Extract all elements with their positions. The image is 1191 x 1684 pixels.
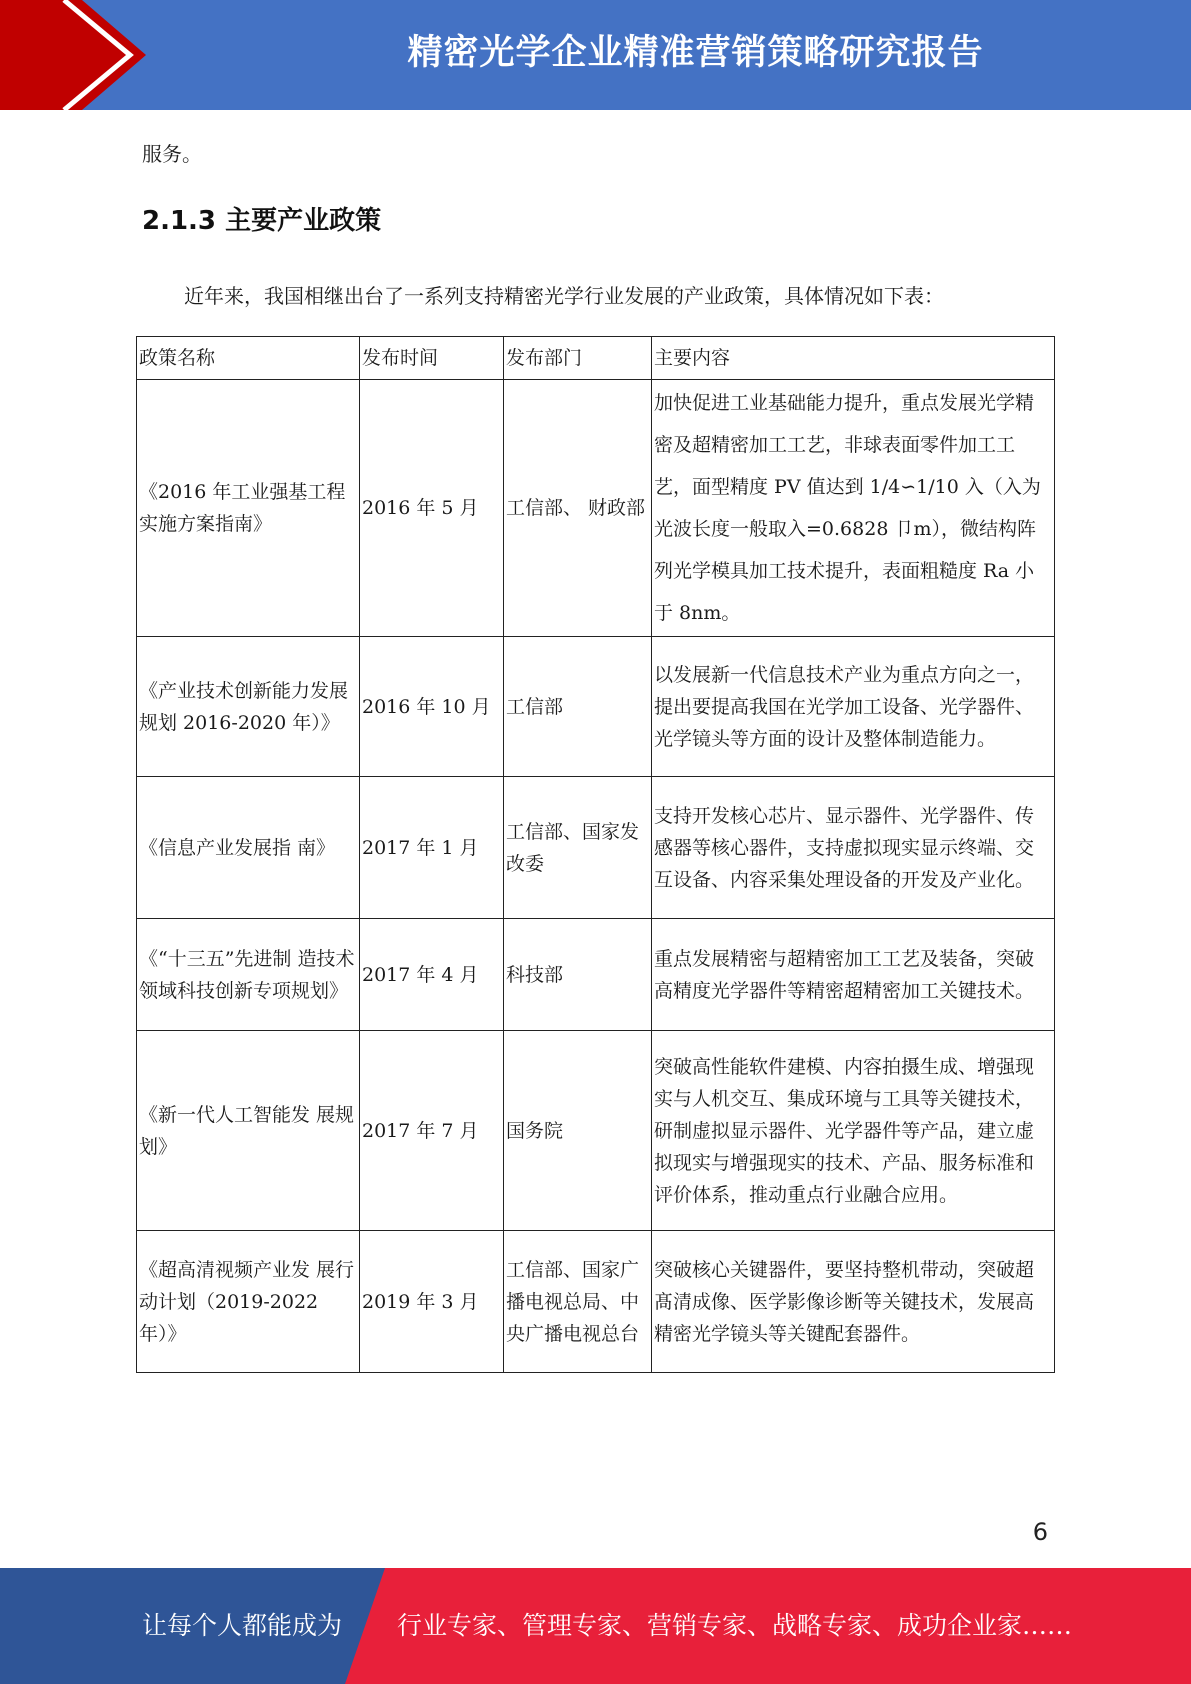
footer-slogan-right: 行业专家、管理专家、营销专家、战略专家、成功企业家…… — [397, 1611, 1073, 1640]
content-cell: 突破核心关键器件，要坚持整机带动，突破超髙清成像、医学影像诊断等关键技术，发展高精密光学镜头等关键配套器件。 — [652, 1231, 1055, 1373]
content-cell: 加快促进工业基础能力提升，重点发展光学精密及超精密加工工艺，非球表面零件加工工艺，面型精度 PV 值达到 1/4∽1/10 入（入为光波长度一般取入=0.6828 卩m），微结构阵列光学模具加工技术提升，表面粗糙度 Ra 小于 8nm。 — [652, 380, 1055, 637]
content-cell: 以发展新一代信息技术产业为重点方向之一，提出要提高我国在光学加工设备、光学器件、光学镜头等方面的设计及整体制造能力。 — [652, 637, 1055, 777]
release-date-cell: 2019 年 3 月 — [360, 1231, 504, 1373]
department-cell: 工信部 — [504, 637, 652, 777]
column-header: 政策名称 — [137, 337, 360, 380]
policy-name-cell: 《超高清视频产业发 展行动计划（2019-2022 年）》 — [137, 1231, 360, 1373]
policy-name-cell: 《信息产业发展指 南》 — [137, 777, 360, 919]
content-cell: 支持开发核心芯片、显示器件、光学器件、传感器等核心器件，支持虚拟现实显示终端、交互设备、内容采集处理设备的开发及产业化。 — [652, 777, 1055, 919]
table-row — [137, 380, 1055, 637]
column-header: 发布时间 — [360, 337, 504, 380]
policy-table — [136, 336, 1055, 1373]
department-cell: 工信部、国家发改委 — [504, 777, 652, 919]
policy-name-cell: 《“十三五”先进制 造技术领域科技创新专项规划》 — [137, 919, 360, 1031]
table-header-row — [137, 337, 1055, 380]
release-date-cell: 2017 年 4 月 — [360, 919, 504, 1031]
table-row — [137, 637, 1055, 777]
release-date-cell: 2017 年 7 月 — [360, 1031, 504, 1231]
content-cell: 重点发展精密与超精密加工工艺及装备，突破高精度光学器件等精密超精密加工关键技术。 — [652, 919, 1055, 1031]
policy-name-cell: 《新一代人工智能发 展规划》 — [137, 1031, 360, 1231]
column-header: 发布部门 — [504, 337, 652, 380]
department-cell: 国务院 — [504, 1031, 652, 1231]
table-row — [137, 777, 1055, 919]
table-row — [137, 1231, 1055, 1373]
release-date-cell: 2017 年 1 月 — [360, 777, 504, 919]
policy-name-cell: 《2016 年工业强基工程实施方案指南》 — [137, 380, 360, 637]
column-header: 主要内容 — [652, 337, 1055, 380]
department-cell: 工信部、 财政部 — [504, 380, 652, 637]
table-row — [137, 919, 1055, 1031]
department-cell: 科技部 — [504, 919, 652, 1031]
footer-banner — [0, 1568, 1191, 1684]
footer-slogan-left: 让每个人都能成为 — [142, 1611, 343, 1640]
department-cell: 工信部、国家广播电视总局、中央广播电视总台 — [504, 1231, 652, 1373]
release-date-cell: 2016 年 5 月 — [360, 380, 504, 637]
content-cell: 突破高性能软件建模、内容拍摄生成、增强现实与人机交互、集成环境与工具等关键技术，研制虚拟显示器件、光学器件等产品，建立虚拟现实与增强现实的技术、产品、服务标准和评价体系，推动重点行业融合应用。 — [652, 1031, 1055, 1231]
header-banner — [0, 0, 1191, 110]
release-date-cell: 2016 年 10 月 — [360, 637, 504, 777]
intro-paragraph: 近年来，我国相继出台了一系列支持精密光学行业发展的产业政策，具体情况如下表： — [184, 284, 944, 308]
header-red-arrow — [0, 0, 160, 110]
continuation-text: 服务。 — [142, 142, 202, 166]
section-heading: 2.1.3 主要产业政策 — [142, 206, 382, 236]
report-title: 精密光学企业精准营销策略研究报告 — [407, 33, 984, 73]
page-number: 6 — [1032, 1518, 1048, 1546]
policy-name-cell: 《产业技术创新能力发展规划 2016-2020 年）》 — [137, 637, 360, 777]
table-row — [137, 1031, 1055, 1231]
